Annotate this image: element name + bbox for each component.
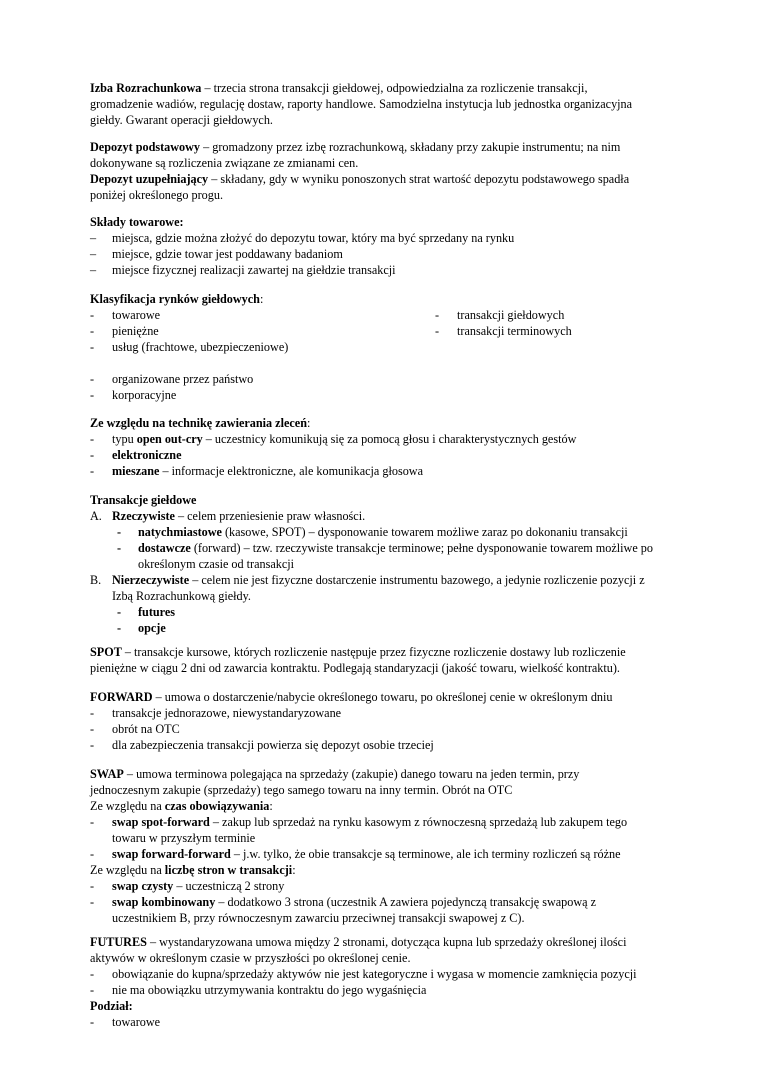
list-item: - nie ma obowiązku utrzymywania kontraktu do jego wygaśnięcia [90, 983, 427, 997]
list-item: - swap spot-forward – zakup lub sprzedaż na rynku kasowym z równoczesną sprzedażą lub zakupem tego [90, 815, 628, 829]
list-item: - swap forward-forward – j.w. tylko, że obie transakcje są terminowe, ale ich terminy rozliczeń są różne [90, 847, 621, 861]
sklady-section [90, 214, 690, 278]
swap-section: SWAP – umowa terminowa polegająca na sprzedaży (zakupie) danego towaru na jeden termin, przy jednoczesnym zakupie (sprzedaży) tego samego towaru na inny termin. Obrót na OTC Ze względu na czas obowiązywania: - swap spot-forward – zakup lub sprzedaż na rynku kasowym z równoczesną sprzedażą lub zakupem tego towaru w przyszłym terminie - swap forward-forward – j.w. tylko, że obie transakcje są terminowe, ale ich terminy rozliczeń są różne Ze względu na liczbę stron w transakcji: - swap czysty – uczestniczą 2 strony - swap kombinowany – dodatkowo 3 strona (uczestnik A zawiera pojedynczą transakcję swapową z uczestnikiem B, przy równoczesnym zawarciu przeciwnej transakcji swapowej z C). [90, 766, 690, 926]
list-item: - opcje [117, 621, 166, 635]
list-item: - towarowe [90, 308, 161, 322]
forward-section: FORWARD – umowa o dostarczenie/nabycie określonego towaru, po określonej cenie w określonym dniu - transakcje jednorazowe, niewystandaryzowane - obrót na OTC - dla zabezpieczenia transakcji powierza się depozyt osobie trzeciej [90, 689, 690, 753]
transakcje-heading: Transakcje giełdowe [90, 493, 197, 507]
list-item: - pieniężne [90, 324, 159, 338]
list-item: – miejsce fizycznej realizacji zawartej na giełdzie transakcji [90, 263, 396, 277]
depozyt-uzupelniajacy-term: Depozyt uzupełniający [90, 172, 209, 186]
list-item: - swap czysty – uczestniczą 2 strony [90, 879, 285, 893]
list-item: - obowiązanie do kupna/sprzedaży aktywów nie jest kategoryczne i wygasa w momencie zamknięcia pozycji [90, 967, 637, 981]
list-item: - dla zabezpieczenia transakcji powierza się depozyt osobie trzeciej [90, 738, 434, 752]
klasyfikacja-section: Klasyfikacja rynków giełdowych: - towarowe - pieniężne - usług (frachtowe, ubezpieczeniowe) - organizowane przez państwo - korporacyjne [90, 291, 690, 403]
depozyt-podstawowy-term: Depozyt podstawowy [90, 140, 201, 154]
list-item: - natychmiastowe (kasowe, SPOT) – dysponowanie towarem możliwe zaraz po dokonaniu transakcji [117, 525, 628, 539]
list-item: - usług (frachtowe, ubezpieczeniowe) [90, 340, 289, 354]
podzial-heading: Podział: [90, 999, 133, 1013]
izba-term: Izba Rozrachunkowa [90, 81, 202, 95]
depozyt-paragraph: Depozyt podstawowy – gromadzony przez izbę rozrachunkową, składany przy zakupie instrumentu; na nim dokonywane są rozliczenia związane ze zmianami cen. Depozyt uzupełniający – składany, gdy w wyniku ponoszonych strat wartość depozytu podstawowego spadła poniżej określonego progu. [90, 140, 630, 202]
spot-paragraph: SPOT – transakcje kursowe, których rozliczenie następuje przez fizyczne rozliczenie dostawy lub rozliczenie pieniężne w ciągu 2 dni od zawarcia kontraktu. Podlegają standaryzacji (jakość towaru, wielkość kontraktu). [90, 645, 626, 675]
list-item: B. Nierzeczywiste – celem nie jest fizyczne dostarczenie instrumentu bazowego, a jedynie rozliczenie pozycji z [90, 573, 645, 587]
futures-section: FUTURES – wystandaryzowana umowa między 2 stronami, dotycząca kupna lub sprzedaży określonej ilości aktywów w określonym czasie w przyszłości po określonej cenie. - obowiązanie do kupna/sprzedaży aktywów nie jest kategoryczne i wygasa w momencie zamknięcia pozycji - nie ma obowiązku utrzymywania kontraktu do jego wygaśnięcia Podział: - towarowe [90, 934, 690, 1030]
list-item: A. Rzeczywiste – celem przeniesienie praw własności. [90, 509, 366, 523]
technika-heading: Ze względu na technikę zawierania zleceń [90, 416, 307, 430]
list-item: – miejsca, gdzie można złożyć do depozytu towar, który ma być sprzedany na rynku [90, 231, 515, 245]
list-item: - typu open out-cry – uczestnicy komunikują się za pomocą głosu i charakterystycznych gestów [90, 432, 577, 446]
list-item: - organizowane przez państwo [90, 372, 254, 386]
list-item: - futures [117, 605, 176, 619]
list-item: - obrót na OTC [90, 722, 180, 736]
list-item: - mieszane – informacje elektroniczne, ale komunikacja głosowa [90, 464, 424, 478]
futures-term: FUTURES [90, 935, 147, 949]
swap-term: SWAP [90, 767, 124, 781]
klasyfikacja-heading: Klasyfikacja rynków giełdowych [90, 292, 260, 306]
transakcje-section: Transakcje giełdowe A. Rzeczywiste – celem przeniesienie praw własności. - natychmiastowe (kasowe, SPOT) – dysponowanie towarem możliwe zaraz po dokonaniu transakcji - dostawcze (forward) – tzw. rzeczywiste transakcje terminowe; pełne dysponowanie towarem możliwe po określonym czasie od transakcji B. Nierzeczywiste – celem nie jest fizyczne dostarczenie instrumentu bazowego, a jedynie rozliczenie pozycji z Izbą Rozrachunkową giełdy. - futures - opcje [90, 492, 690, 636]
list-item: - transakcji terminowych [435, 324, 572, 338]
list-item: - elektroniczne [90, 448, 182, 462]
list-item: - dostawcze (forward) – tzw. rzeczywiste transakcje terminowe; pełne dysponowanie towarem możliwe po [117, 541, 653, 555]
technika-section: Ze względu na technikę zawierania zleceń: - typu open out-cry – uczestnicy komunikują się za pomocą głosu i charakterystycznych gestów - elektroniczne - mieszane – informacje elektroniczne, ale komunikacja głosowa [90, 415, 690, 479]
list-item: - transakcje jednorazowe, niewystandaryzowane [90, 706, 342, 720]
klasyfikacja-right-column [435, 307, 735, 339]
forward-term: FORWARD [90, 690, 153, 704]
list-item: - towarowe [90, 1015, 161, 1029]
list-item: – miejsce, gdzie towar jest poddawany badaniom [90, 247, 343, 261]
list-item: - korporacyjne [90, 388, 177, 402]
izba-paragraph: Izba Rozrachunkowa – trzecia strona transakcji giełdowej, odpowiedzialna za rozliczenie transakcji, gromadzenie wadiów, regulację dostaw, raporty handlowe. Samodzielna instytucja lub jednostka organizacyjna giełdy. Gwarant operacji giełdowych. [90, 81, 633, 127]
list-item: - swap kombinowany – dodatkowo 3 strona (uczestnik A zawiera pojedynczą transakcję swapową z [90, 895, 597, 909]
sklady-heading: Składy towarowe: [90, 215, 184, 229]
spot-term: SPOT [90, 645, 122, 659]
list-item: - transakcji giełdowych [435, 308, 565, 322]
